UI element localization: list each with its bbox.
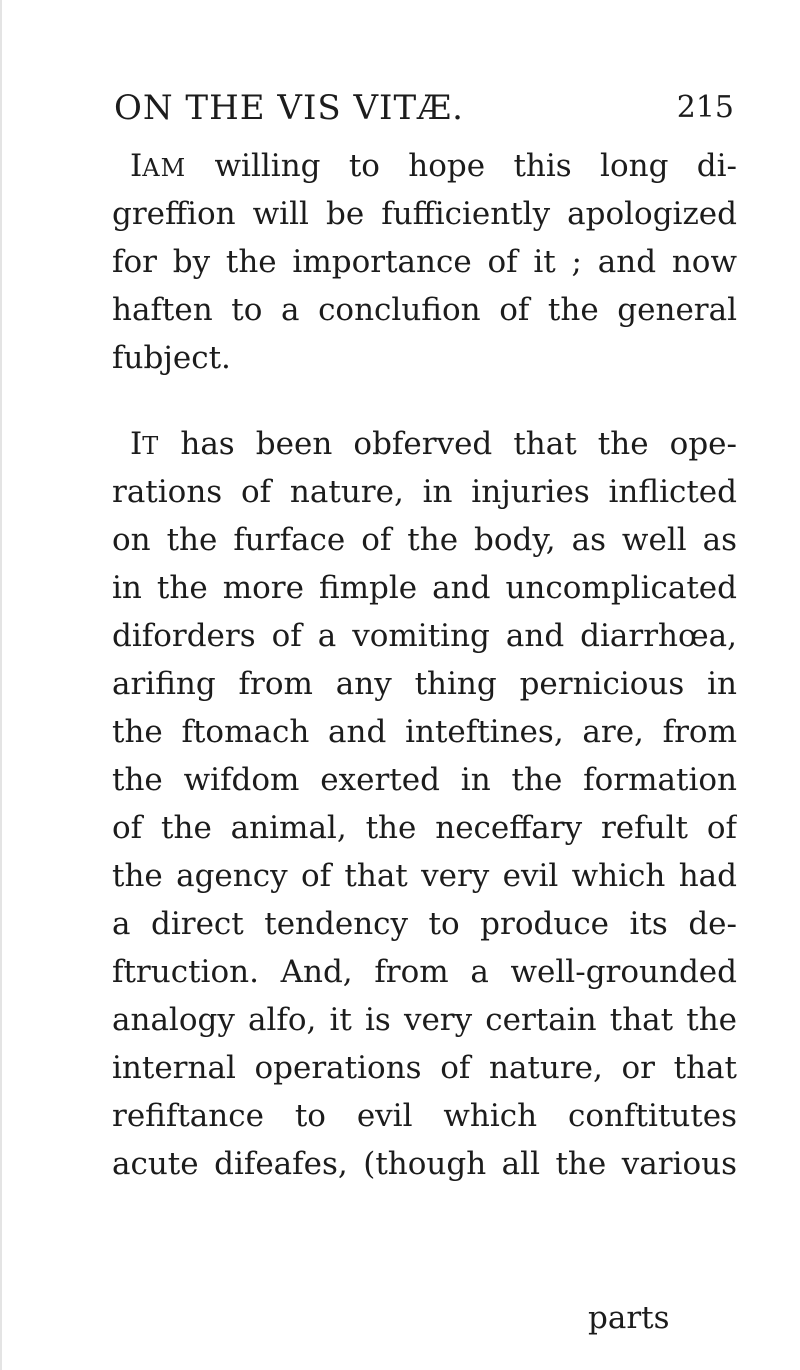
paragraph-2-line-10: the agency of that very evil which had <box>112 858 737 894</box>
paragraph-2-line-1 <box>112 420 737 468</box>
paragraph-1-line-3: for by the importance of it ; and now <box>112 244 737 280</box>
drop-letter: I <box>130 426 143 462</box>
paragraph-2-line-16: acute difeafes, (though all the various <box>112 1146 737 1182</box>
paragraph-2-line-11: a direct tendency to produce its de- <box>112 906 737 942</box>
paragraph-2-line-8: the wifdom exerted in the formation <box>112 762 737 798</box>
paragraph-2-line-15: refiftance to evil which conftitutes <box>112 1098 737 1134</box>
small-caps: AM <box>142 154 187 182</box>
small-caps: T <box>142 432 160 460</box>
paragraph-1 <box>112 142 737 382</box>
paragraph-2-line-5: diforders of a vomiting and diarrhœa, <box>112 618 737 654</box>
paragraph-2-line-3: on the furface of the body, as well as <box>112 522 737 558</box>
paragraph-1-line-5: fubject. <box>112 340 231 376</box>
paragraph-2-line-2: rations of nature, in injuries inflicted <box>112 474 737 510</box>
paragraph-2-line-7: the ftomach and inteftines, are, from <box>112 714 737 750</box>
paragraph-2-line-13: analogy alfo, it is very certain that the <box>112 1002 737 1038</box>
running-head <box>114 88 734 138</box>
paragraph-1-line-4: haften to a conclufion of the general <box>112 292 737 328</box>
page-edge-shadow <box>0 0 2 1370</box>
paragraph-1-line-1 <box>112 142 737 190</box>
paragraph-2-line-4: in the more fimple and uncomplicated <box>112 570 737 606</box>
drop-letter: I <box>130 148 143 184</box>
line-text: willing to hope this long di- <box>186 148 737 184</box>
paragraph-2-line-9: of the animal, the neceffary refult of <box>112 810 737 846</box>
paragraph-1-line-2: greffion will be fufficiently apologized <box>112 196 737 232</box>
line-text: has been obferved that the ope- <box>159 426 737 462</box>
paragraph-2 <box>112 420 737 1188</box>
running-title: ON THE VIS VITÆ. <box>114 88 464 128</box>
paragraph-2-line-12: ftruction. And, from a well-grounded <box>112 954 737 990</box>
page-number: 215 <box>676 90 734 125</box>
paragraph-2-line-6: arifing from any thing pernicious in <box>112 666 737 702</box>
catchword: parts <box>588 1300 670 1336</box>
paragraph-2-line-14: internal operations of nature, or that <box>112 1050 737 1086</box>
